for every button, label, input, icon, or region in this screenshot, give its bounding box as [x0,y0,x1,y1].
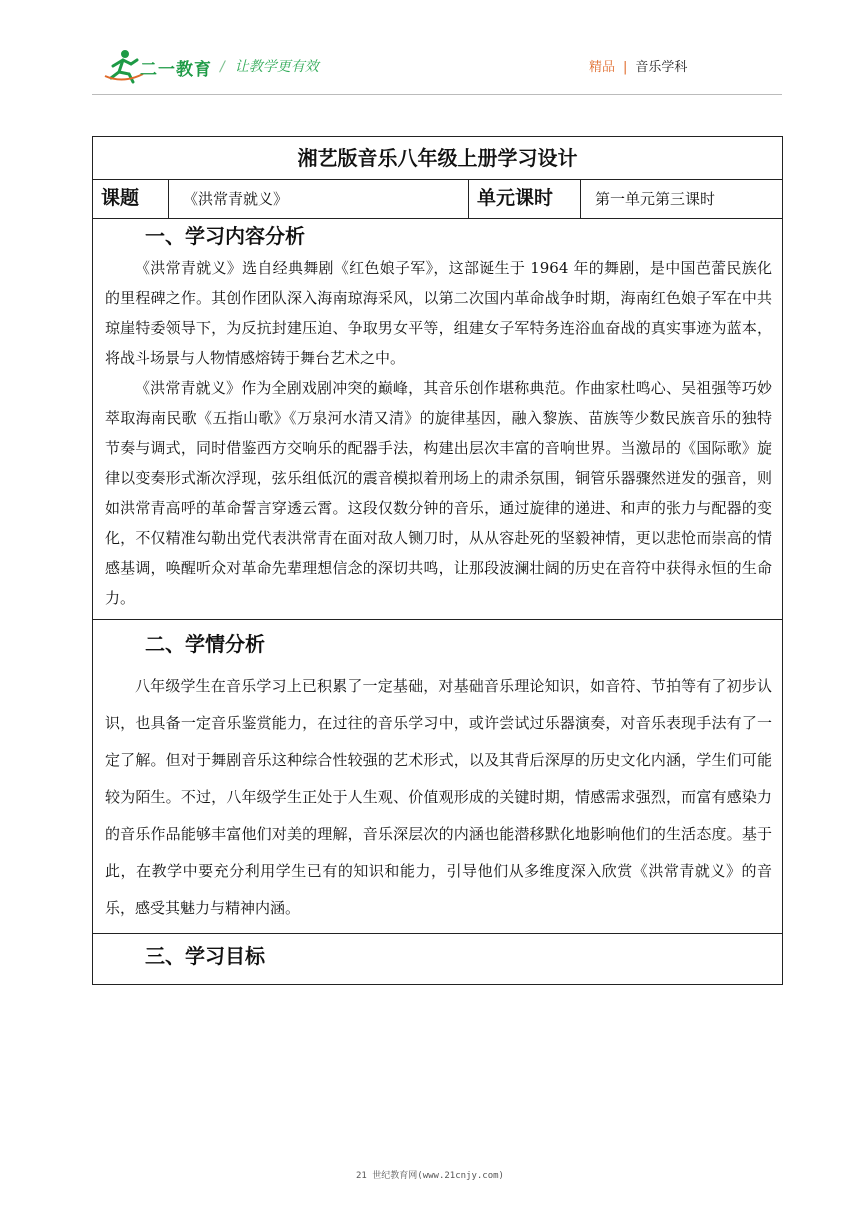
slogan-text: 让教学更有效 [234,59,319,75]
slogan: / 让教学更有效 [220,59,319,75]
page-header [0,0,860,110]
document-title: 湘艺版音乐八年级上册学习设计 [93,137,783,180]
section-heading: 一、学习内容分析 [145,224,305,248]
lesson-label: 课题 [93,180,169,219]
paragraph: 《洪常青就义》选自经典舞剧《红色娘子军》，这部诞生于 1964 年的舞剧，是中国芭蕾民族化的里程碑之作。其创作团队深入海南琼海采风，以第二次国内革命战争时期，海南红色娘子军在中共琼崖特委领导下，为反抗封建压迫、争取男女平等，组建女子军特务连浴血奋战的真实事迹为蓝本，将战斗场景与人物情感熔铸于舞台艺术之中。 [105,259,772,367]
header-divider [92,94,782,95]
subject-label: 音乐学科 [635,60,688,75]
header-subject: 精品 | 音乐学科 [589,60,688,75]
logo-text: 二一教育 [140,60,212,80]
section-learning-goals [93,934,783,985]
design-table [92,136,783,985]
section-heading: 二、学情分析 [145,632,265,656]
section-heading: 三、学习目标 [145,944,265,968]
section-content-analysis [93,219,783,620]
section-student-analysis [93,620,783,934]
unit-value: 第一单元第三课时 [581,180,783,219]
page-footer: 21 世纪教育网(www.21cnjy.com) [356,1171,504,1181]
paragraph: 八年级学生在音乐学习上已积累了一定基础，对基础音乐理论知识，如音符、节拍等有了初步认识，也具备一定音乐鉴赏能力，在过往的音乐学习中，或许尝试过乐器演奏，对音乐表现手法有了一定了解。但对于舞剧音乐这种综合性较强的艺术形式，以及其背后深厚的历史文化内涵，学生们可能较为陌生。不过，八年级学生正处于人生观、价值观形成的关键时期，情感需求强烈，而富有感染力的音乐作品能够丰富他们对美的理解，音乐深层次的内涵也能潜移默化地影响他们的生活态度。基于此，在教学中要充分利用学生已有的知识和能力，引导他们从多维度深入欣赏《洪常青就义》的音乐，感受其魅力与精神内涵。 [105,677,772,917]
lesson-value: 《洪常青就义》 [169,180,469,219]
paragraph: 《洪常青就义》作为全剧戏剧冲突的巅峰，其音乐创作堪称典范。作曲家杜鸣心、吴祖强等巧妙萃取海南民歌《五指山歌》《万泉河水清又清》的旋律基因，融入黎族、苗族等少数民族音乐的独特节奏与调式，同时借鉴西方交响乐的配器手法，构建出层次丰富的音响世界。当激昂的《国际歌》旋律以变奏形式渐次浮现，弦乐组低沉的震音模拟着刑场上的肃杀氛围，铜管乐器骤然迸发的强音，则如洪常青高呼的革命誓言穿透云霄。这段仅数分钟的音乐，通过旋律的递进、和声的张力与配器的变化，不仅精准勾勒出党代表洪常青在面对敌人铡刀时，从从容赴死的坚毅神情，更以悲怆而崇高的情感基调，唤醒听众对革命先辈理想信念的深切共鸣，让那段波澜壮阔的历史在音符中获得永恒的生命力。 [105,379,772,607]
unit-label: 单元课时 [469,180,581,219]
quality-tag: 精品 [589,60,616,75]
